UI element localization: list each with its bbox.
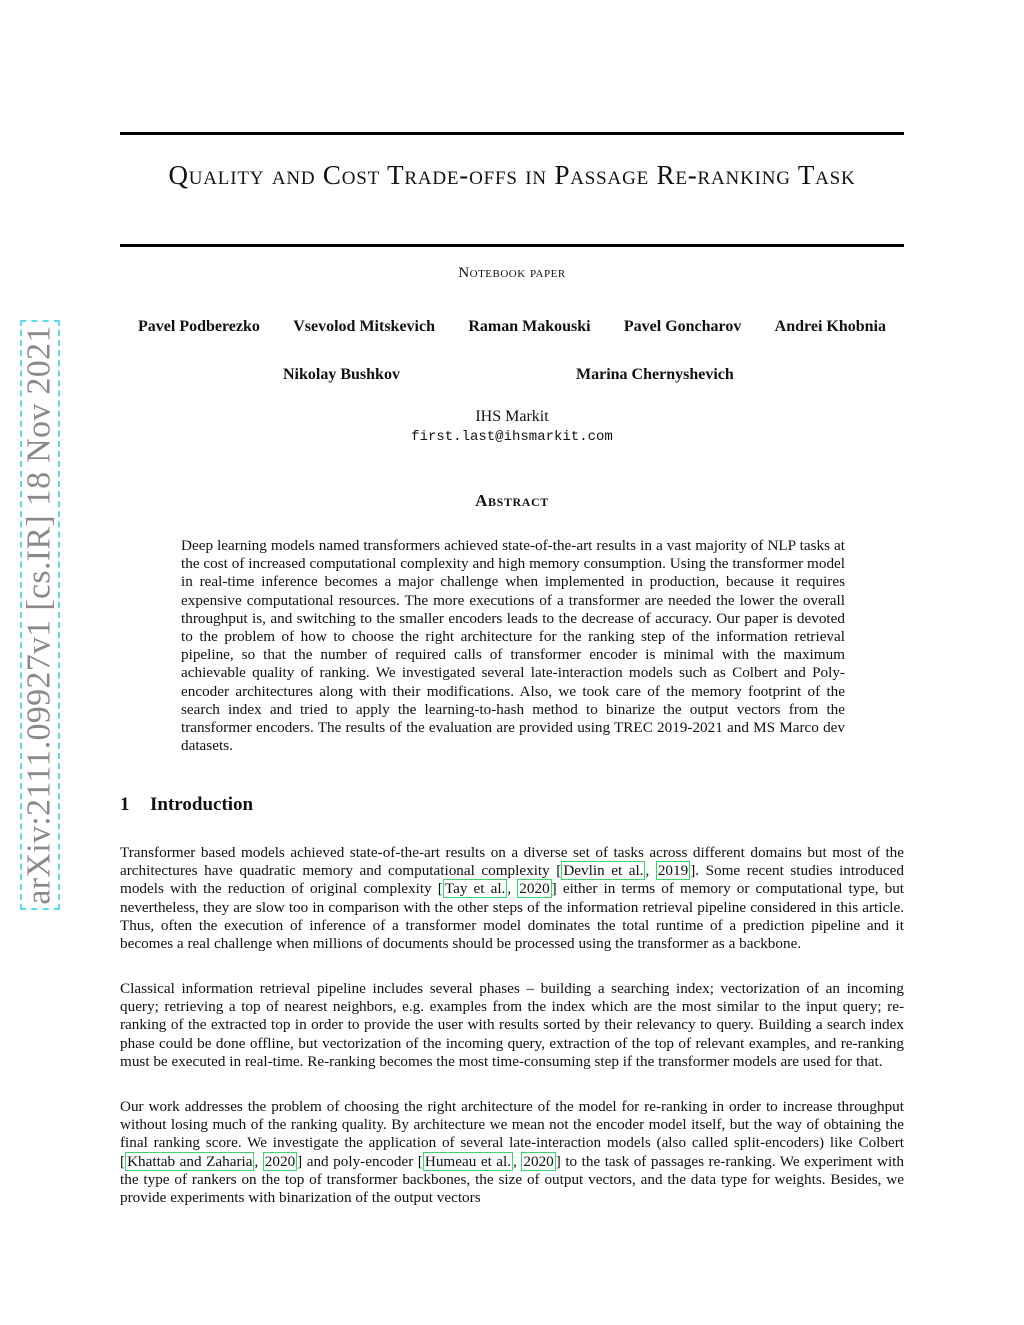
contact-email: first.last@ihsmarkit.com <box>411 429 613 445</box>
author-name: Pavel Goncharov <box>623 318 742 335</box>
author-name: Raman Makouski <box>468 318 591 335</box>
citation-link[interactable]: Devlin et al. <box>563 862 644 880</box>
citation-link[interactable]: 2020 <box>519 880 550 898</box>
title-rule-top <box>120 132 904 135</box>
paragraph-text: Transformer based models achieved state-of-the-art results on a diverse set of tasks across different domains but most of the architectures have quadratic memory and computational complexity [ <box>120 844 904 880</box>
paper-subtitle: Notebook paper <box>458 265 566 281</box>
intro-paragraph-1 <box>120 844 904 953</box>
author-name: Vsevolod Mitskevich <box>293 318 435 335</box>
paragraph-text: , <box>507 880 518 898</box>
citation-link[interactable]: Khattab and Zaharia <box>127 1152 253 1170</box>
paragraph-text: ] and poly-encoder [ <box>297 1152 423 1170</box>
paragraph-text: , <box>254 1152 263 1170</box>
authors-row-1 <box>120 318 904 336</box>
affiliation-block <box>120 407 904 447</box>
title-rule-bottom <box>120 244 904 247</box>
section-number: 1 <box>120 794 130 815</box>
section-title: Introduction <box>150 794 254 815</box>
citation-link[interactable]: 2019 <box>657 862 689 880</box>
paragraph-text: ] either in terms of memory or computational type, but nevertheless, they are slow too in comparison with the other steps of the information retrieval pipeline considered in this article. Thus, often the execution of inference of a transformer model dominates the total runtime of a prediction pipeline and it becomes a real challenge when millions of documents should be processed using the transformer as a backbone. <box>120 880 905 953</box>
affiliation: IHS Markit <box>475 408 549 425</box>
author-name: Marina Chernyshevich <box>576 366 734 383</box>
abstract-heading: Abstract <box>475 491 549 510</box>
intro-paragraph-2: Classical information retrieval pipeline includes several phases – building a searching index; vectorization of an incoming query; retrieving a top of nearest neighbors, e.g. examples from the index which are the most similar to the input query; re-ranking of the extracted top in order to provide the user with results sorted by their relevancy to query. Building a search index phase could be done offline, but vectorization of the incoming query, extraction of the top of relevant examples, and re-ranking must be executed in real-time. Re-ranking becomes the most time-consuming step if the transformer models are used for that. <box>120 980 904 1070</box>
author-name: Pavel Podberezko <box>138 318 260 335</box>
citation-link[interactable]: 2020 <box>264 1152 296 1170</box>
citation-link[interactable]: Tay et al. <box>444 880 506 898</box>
paragraph-text: , <box>645 862 656 880</box>
section-heading <box>120 794 253 816</box>
paragraph-text: ]. Some recent studies introduced models with the reduction of original complexity [ <box>120 862 905 898</box>
paper-title: Quality and Cost Trade-offs in Passage Re-ranking Task <box>168 160 856 190</box>
citation-link[interactable]: Humeau et al. <box>424 1152 512 1170</box>
abstract-text: Deep learning models named transformers achieved state-of-the-art results in a vast majority of NLP tasks at the cost of increased computational complexity and high memory consumption. Using the transformer model in real-time inference becomes a major challenge when implemented in production, because it requires expensive computational resources. The more executions of a transformer are needed the lower the overall throughput is, and switching to the smaller encoders leads to the decrease of accuracy. Our paper is devoted to the problem of how to choose the right architecture for the ranking step of the information retrieval pipeline, so that the number of required calls of transformer encoder is minimal with the maximum achievable quality of ranking. We investigated several late-interaction models such as Colbert and Poly-encoder architectures along with their modifications. Also, we took care of the memory footprint of the search index and tried to apply the learning-to-hash method to binarize the output vectors from the transformer encoders. The results of the evaluation are provided using TREC 2019-2021 and MS Marco dev datasets. <box>181 537 845 755</box>
author-name: Andrei Khobnia <box>774 318 886 335</box>
paragraph-text: Our work addresses the problem of choosing the right architecture of the model for re-ranking in order to increase throughput without losing much of the ranking quality. By architecture we mean not the encoder model itself, but the way of obtaining the final ranking score. We investigate the application of several late-interaction models (also called split-encoders) like Colbert [ <box>120 1098 904 1170</box>
paragraph-text: , <box>513 1152 522 1170</box>
intro-paragraph-3 <box>120 1098 904 1207</box>
arxiv-stamp-text: arXiv:2111.09927v1 [cs.IR] 18 Nov 2021 <box>21 325 59 905</box>
arxiv-side-stamp[interactable] <box>20 320 60 910</box>
paragraph-text: ] to the task of passages re-ranking. We experiment with the type of rankers on the top of transformer backbones, the size of output vectors, and the data type for weights. Besides, we provide experiments with binarization of the output vectors <box>120 1152 904 1207</box>
citation-link[interactable]: 2020 <box>523 1152 554 1170</box>
author-name: Nikolay Bushkov <box>283 366 400 383</box>
